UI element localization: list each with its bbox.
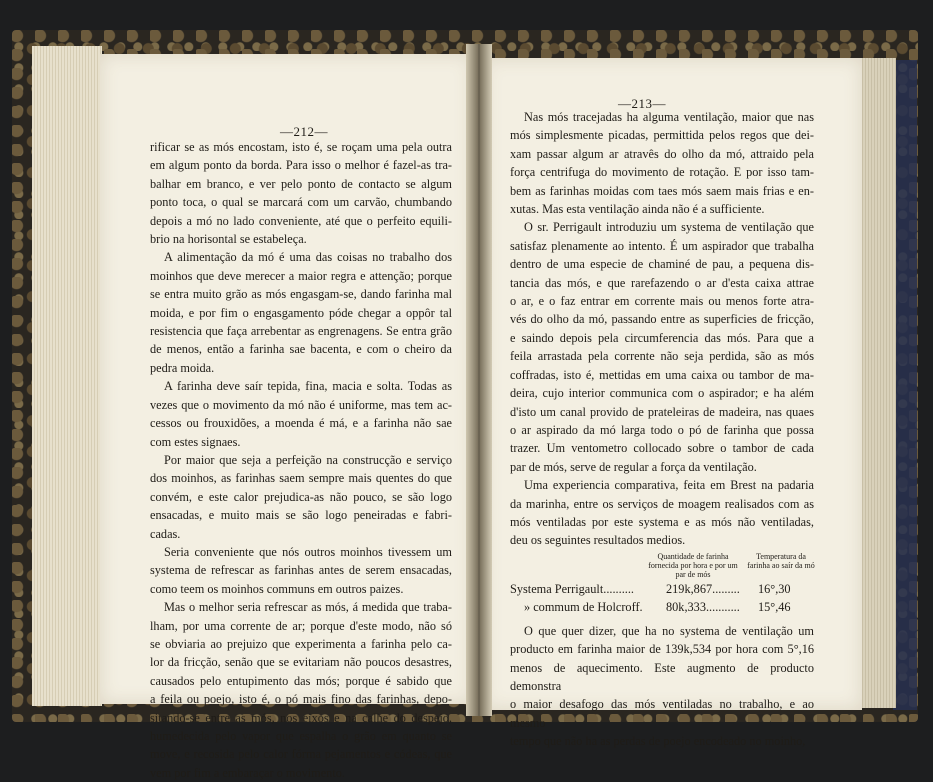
text-line: tancia das mós, e que rarefazendo o ar d'esta caixa attrae bbox=[510, 275, 814, 290]
text-line: mós ventiladas por este systema e as mós não ventiladas, bbox=[510, 514, 814, 529]
right-page bbox=[484, 58, 862, 749]
left-page-text bbox=[150, 138, 452, 782]
page-block-right bbox=[860, 58, 896, 708]
table-header-flour: Quantidade de farinha fornecida por hora e por um par de mós bbox=[648, 551, 738, 579]
text-line: pedra moida. bbox=[150, 360, 215, 375]
text-line: cadas. bbox=[150, 526, 181, 541]
page-number: —212— bbox=[280, 124, 328, 139]
paragraph bbox=[150, 377, 452, 451]
text-line: de menos, então a farinha sae bacenta, e com o cheiro da bbox=[150, 342, 452, 357]
text-line: move, e recosida pelo calor fórma pejamentos e códeas, que bbox=[150, 747, 452, 762]
text-line: sitando-se entre as mós, nos eixos e na calhe do despejo, bbox=[150, 710, 452, 725]
text-line: causados pelo entupimento das mós; porque é sabido que bbox=[150, 673, 452, 688]
paragraph bbox=[510, 108, 814, 218]
text-line: a feila ou poejo, isto é, o pó mais fino das farinhas, depo- bbox=[150, 692, 452, 707]
text-line: dentro de uma especie de chaminé de pau, a pequena dis- bbox=[510, 257, 814, 272]
text-line: trazer. Um ventometro collocado sobre o tambor de cada bbox=[510, 441, 814, 456]
text-line: A alimentação da mó é uma das coisas no trabalho dos bbox=[164, 250, 452, 265]
text-line: O sr. Perrigault introduziu um systema de ventilação que bbox=[524, 220, 814, 235]
text-line: balhar em branco, e ver pelo ponto de contacto se algum bbox=[150, 176, 452, 191]
text-line: coffradas, isto é, mettidas em uma caixa ou tambor de ma- bbox=[510, 367, 814, 382]
paragraph bbox=[150, 543, 452, 598]
text-line: Por maior que seja a perfeição na construcção e serviço bbox=[164, 452, 452, 467]
right-page-text bbox=[510, 108, 814, 751]
paragraph bbox=[150, 138, 452, 248]
text-line: producto em farinha maior de 139k,534 por hora com 5°,16 bbox=[510, 642, 814, 657]
text-line: Seria conveniente que nós outros moinhos tivessem um bbox=[164, 544, 452, 559]
text-line: dos moinhos, as farinhas saem sempre mais quentes do que bbox=[150, 471, 452, 486]
text-line: força centrifuga do movimento de rotação. E por isso tam- bbox=[510, 165, 814, 180]
text-line: brio na horisontal se estabeleça. bbox=[150, 232, 307, 247]
text-line: humedecida pelo vapor que espalha o grão em quanto se bbox=[150, 729, 452, 743]
text-line: satisfaz plenamente ao intento. É um aspirador que trabalha bbox=[510, 238, 814, 253]
paragraphs-after-table bbox=[510, 622, 814, 751]
text-line: o ar, e o faz entrar em corrente mais ou menos forte atra- bbox=[510, 294, 814, 309]
cover-edge bbox=[893, 60, 917, 710]
text-line: Mas o melhor seria refrescar as mós, á medida que traba- bbox=[164, 600, 452, 615]
text-line: bem as farinhas moidas com taes mós saem mais frias e en- bbox=[510, 183, 814, 198]
paragraphs-before-table bbox=[510, 108, 814, 550]
page-number: —213— bbox=[618, 96, 666, 111]
text-line: o ar aspirado da mó larga todo o pó de farinha que possa bbox=[510, 422, 814, 437]
text-line: ponto toca, o qual se marcará com um carvão, chumbando bbox=[150, 195, 452, 210]
paragraph bbox=[150, 248, 452, 377]
text-line: feila arrastada pela corrente não seja perdida, são as mós bbox=[510, 349, 814, 364]
text-line: depois a mó no lado conveniente, até que o perfeito equili- bbox=[150, 213, 452, 228]
text-line: moida, e por fim o engasgamento póde chegar a oppôr tal bbox=[150, 305, 452, 320]
row-temperature: 16°,30 bbox=[758, 581, 791, 596]
row-flour: 219k,867......... bbox=[666, 581, 740, 596]
text-line: vés do olho da mó, passando entre as superficies de fricção, bbox=[510, 312, 814, 327]
row-flour: 80k,333........... bbox=[666, 599, 740, 614]
results-table bbox=[510, 552, 814, 618]
text-line: com estes signaes. bbox=[150, 434, 241, 449]
text-line: Uma experiencia comparativa, feita em Brest na padaria bbox=[524, 478, 814, 493]
page-block-left bbox=[32, 46, 102, 706]
text-line: vezes que o movimento da mó não é uniforme, mas tem ac- bbox=[150, 397, 452, 412]
text-line: deira, cujo interior communica com o aspirador; e ha além bbox=[510, 386, 814, 401]
left-page bbox=[100, 54, 472, 780]
text-line: O que quer dizer, que ha no systema de ventilação um bbox=[524, 623, 814, 638]
text-line: se obviaria ao prejuizo que experimenta a farinha pelo ca- bbox=[150, 636, 452, 651]
text-line: e saindo depois pela circumferencia das mós. Para que a bbox=[510, 330, 814, 345]
text-line: systema de refrescar as farinhas antes de serem ensacadas, bbox=[150, 563, 452, 578]
paragraph bbox=[510, 476, 814, 550]
text-line: mós simplesmente picadas, permittida pelos regos que dei- bbox=[510, 128, 814, 143]
text-line: xam passar algum ar atravês do olho da mó, attraido pela bbox=[510, 146, 814, 161]
row-temperature: 15°,46 bbox=[758, 599, 791, 614]
table-header-temperature: Temperatura da farinha ao saír da mó bbox=[747, 551, 815, 570]
paragraph bbox=[510, 622, 814, 751]
text-line: ensacadas, e muito mais se são logo peneiradas e fabri- bbox=[150, 508, 452, 523]
paragraph bbox=[510, 218, 814, 476]
row-label: Systema Perrigault.......... bbox=[510, 581, 634, 596]
paragraph bbox=[150, 451, 452, 543]
row-label: » commum de Holcroff. bbox=[524, 599, 643, 614]
text-line: da marinha, entre os serviços de moagem realisados com as bbox=[510, 496, 814, 511]
text-line: o maior desafogo das mós ventiladas no trabalho, e ao mesmo bbox=[510, 697, 814, 730]
text-line: deu os seguintes resultados medios. bbox=[510, 533, 686, 548]
text-line: menos de aquecimento. Este augmento de producto demonstra bbox=[510, 660, 814, 693]
text-line: Nas mós tracejadas ha alguma ventilação, maior que nas bbox=[524, 110, 814, 124]
text-line: d'isto um canal provido de prateleiras de madeira, nas quaes bbox=[510, 404, 814, 419]
text-line: par de mós, serve de regular a força da ventilação. bbox=[510, 459, 757, 474]
text-line: lor da fricção, senão que se evitariam não poucos desastres, bbox=[150, 655, 452, 670]
paragraph bbox=[150, 598, 452, 782]
text-line: em algum ponto da borda. Para isso o melhor é fazel-as tra- bbox=[150, 158, 452, 173]
text-line: como teem os moinhos communs em outros paizes. bbox=[150, 581, 404, 596]
text-line: tempo que não ha as perdas de poejo encodeado no moinho, bbox=[510, 734, 806, 749]
book-gutter bbox=[466, 44, 492, 716]
text-line: vem por fim a embaraçar o movimento. bbox=[150, 765, 345, 780]
text-line: cessos ou frouxidões, a moenda é má, e a farinha não sae bbox=[150, 416, 452, 431]
text-line: resistencia que faça arrebentar as engrenagens. Se entra grão bbox=[150, 324, 452, 339]
text-line: convém, e este calor prejudica-as não pouco, se são logo bbox=[150, 489, 452, 504]
text-line: se entra muito grão as mós engasgam-se, dando farinha mal bbox=[150, 287, 452, 302]
text-line: moinhos que deve merecer a maior regra e attenção; porque bbox=[150, 268, 452, 283]
text-line: xutas. Mas esta ventilação ainda não é a sufficiente. bbox=[510, 202, 765, 217]
text-line: A farinha deve saír tepida, fina, macia e solta. Todas as bbox=[164, 379, 452, 394]
text-line: lham, por uma corrente de ar; porque d'este modo, não só bbox=[150, 618, 452, 633]
text-line: rificar se as mós encostam, isto é, se roçam uma pela outra bbox=[150, 140, 452, 154]
